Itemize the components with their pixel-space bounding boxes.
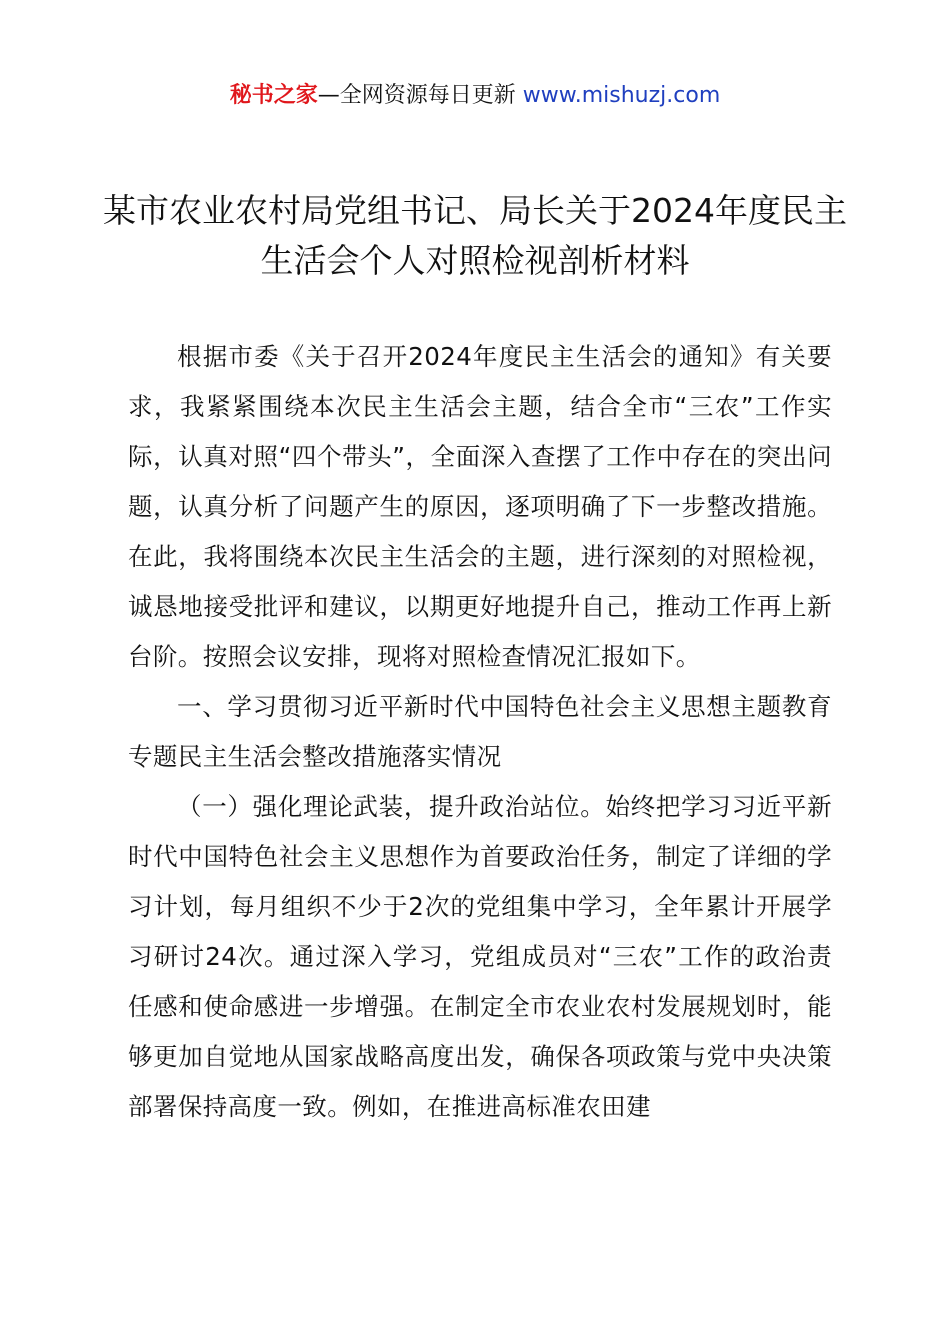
site-header <box>0 80 950 112</box>
header-tagline: —全网资源每日更新 <box>317 83 516 108</box>
document-title: 某市农业农村局党组书记、局长关于2024年度民主生活会个人对照检视剖析材料 <box>103 191 847 280</box>
document-body <box>128 332 832 1132</box>
brand-name: 秘书之家 <box>229 83 318 108</box>
site-url-link[interactable]: www.mishuzj.com <box>522 83 721 108</box>
intro-paragraph: 根据市委《关于召开2024年度民主生活会的通知》有关要求，我紧紧围绕本次民主生活会主题，结合全市“三农”工作实际，认真对照“四个带头”，全面深入查摆了工作中存在的突出问题，认真分析了问题产生的原因，逐项明确了下一步整改措施。在此，我将围绕本次民主生活会的主题，进行深刻的对照检视，诚恳地接受批评和建议，以期更好地提升自己，推动工作再上新台阶。按照会议安排，现将对照检查情况汇报如下。 <box>128 342 832 671</box>
section-heading: 一、学习贯彻习近平新时代中国特色社会主义思想主题教育专题民主生活会整改措施落实情况 <box>128 692 832 771</box>
subsection-paragraph: （一）强化理论武装，提升政治站位。始终把学习习近平新时代中国特色社会主义思想作为首要政治任务，制定了详细的学习计划，每月组织不少于2次的党组集中学习，全年累计开展学习研讨24次。通过深入学习，党组成员对“三农”工作的政治责任感和使命感进一步增强。在制定全市农业农村发展规划时，能够更加自觉地从国家战略高度出发，确保各项政策与党中央决策部署保持高度一致。例如，在推进高标准农田建 <box>128 792 832 1121</box>
